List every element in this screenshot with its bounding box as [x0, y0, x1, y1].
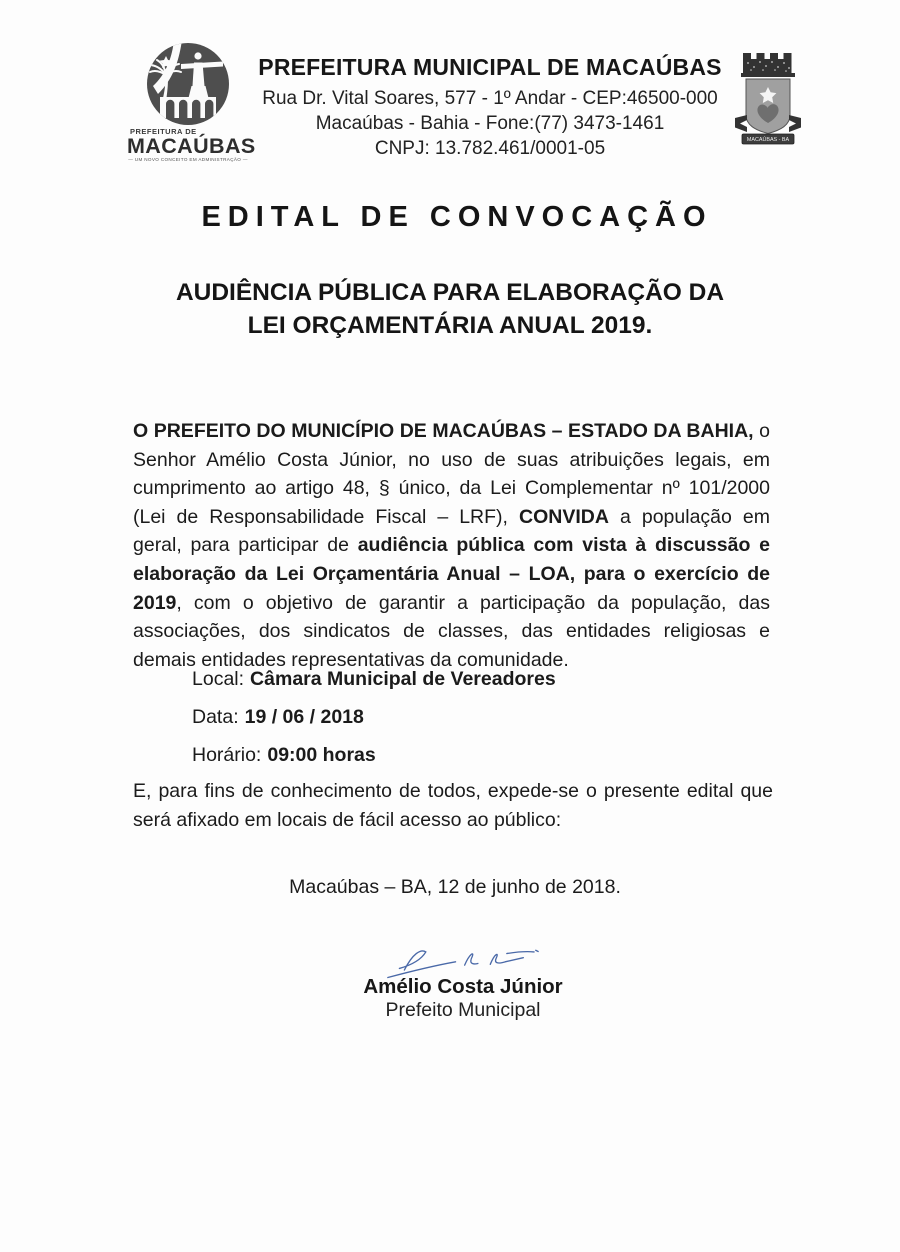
detail-data	[192, 705, 556, 743]
detail-local	[192, 667, 556, 705]
subtitle-line-2: LEI ORÇAMENTÁRIA ANUAL 2019.	[247, 312, 653, 339]
signatory-name: Amélio Costa Júnior	[363, 975, 563, 998]
body-text-run: O PREFEITO DO MUNICÍPIO DE MACAÚBAS – ESTADO DA BAHIA,	[133, 420, 754, 442]
coat-of-arms-icon	[733, 45, 803, 150]
letterhead	[205, 54, 775, 161]
place-date-line: Macaúbas – BA, 12 de junho de 2018.	[289, 876, 621, 898]
coat-of-arms	[733, 45, 803, 155]
address-line-3: CNPJ: 13.782.461/0001-05	[374, 138, 606, 159]
seal-city-name: MACAÚBAS	[127, 134, 256, 158]
seal-tagline: — UM NOVO CONCEITO EM ADMINISTRAÇÃO —	[128, 157, 248, 162]
closing-paragraph: E, para fins de conhecimento de todos, expede-se o presente edital que será afixado em locais de fácil acesso ao público:	[133, 780, 773, 831]
local-value: Câmara Municipal de Vereadores	[250, 668, 556, 690]
horario-label: Horário:	[192, 744, 262, 766]
data-label: Data:	[192, 706, 239, 728]
organization-name: PREFEITURA MUNICIPAL DE MACAÚBAS	[258, 54, 722, 80]
body-text-run: CONVIDA	[519, 505, 609, 528]
event-details	[192, 667, 556, 781]
horario-value: 09:00 horas	[267, 744, 376, 766]
subtitle-line-1: AUDIÊNCIA PÚBLICA PARA ELABORAÇÃO DA	[175, 279, 725, 306]
body-paragraph	[133, 417, 770, 674]
address-line-1: Rua Dr. Vital Soares, 577 - 1º Andar - CEP:46500-000	[262, 88, 718, 109]
signatory-role: Prefeito Municipal	[385, 999, 541, 1021]
body-text-run: o Senhor Amélio Costa Júnior, no uso de suas atribuições legais, em cumprimento ao artigo 48, § único, da Lei Complementar nº 101/2000 (Lei de Responsabilidade Fiscal – LRF),	[133, 420, 770, 528]
data-value: 19 / 06 / 2018	[244, 706, 364, 728]
signature-block	[313, 942, 613, 1022]
body-text-run: audiência pública com vista à discussão e elaboração da Lei Orçamentária Anual – LOA, para o exercício de 2019	[133, 534, 770, 614]
body-text-run: , com o objetivo de garantir a participação da população, das associações, dos sindicatos de classes, das entidades religiosas e demais entidades representativas da comunidade.	[133, 591, 770, 671]
document-title: EDITAL DE CONVOCAÇÃO	[201, 201, 713, 233]
crest-banner-label: MACAÚBAS - BA	[746, 137, 790, 144]
detail-horario	[192, 743, 556, 781]
local-label: Local:	[192, 668, 245, 690]
address-line-2: Macaúbas - Bahia - Fone:(77) 3473-1461	[315, 113, 665, 134]
document-subtitle	[150, 276, 750, 342]
seal-prefeitura-label: PREFEITURA DE	[130, 127, 197, 136]
body-text-run: a população em geral, para participar de	[133, 505, 770, 557]
